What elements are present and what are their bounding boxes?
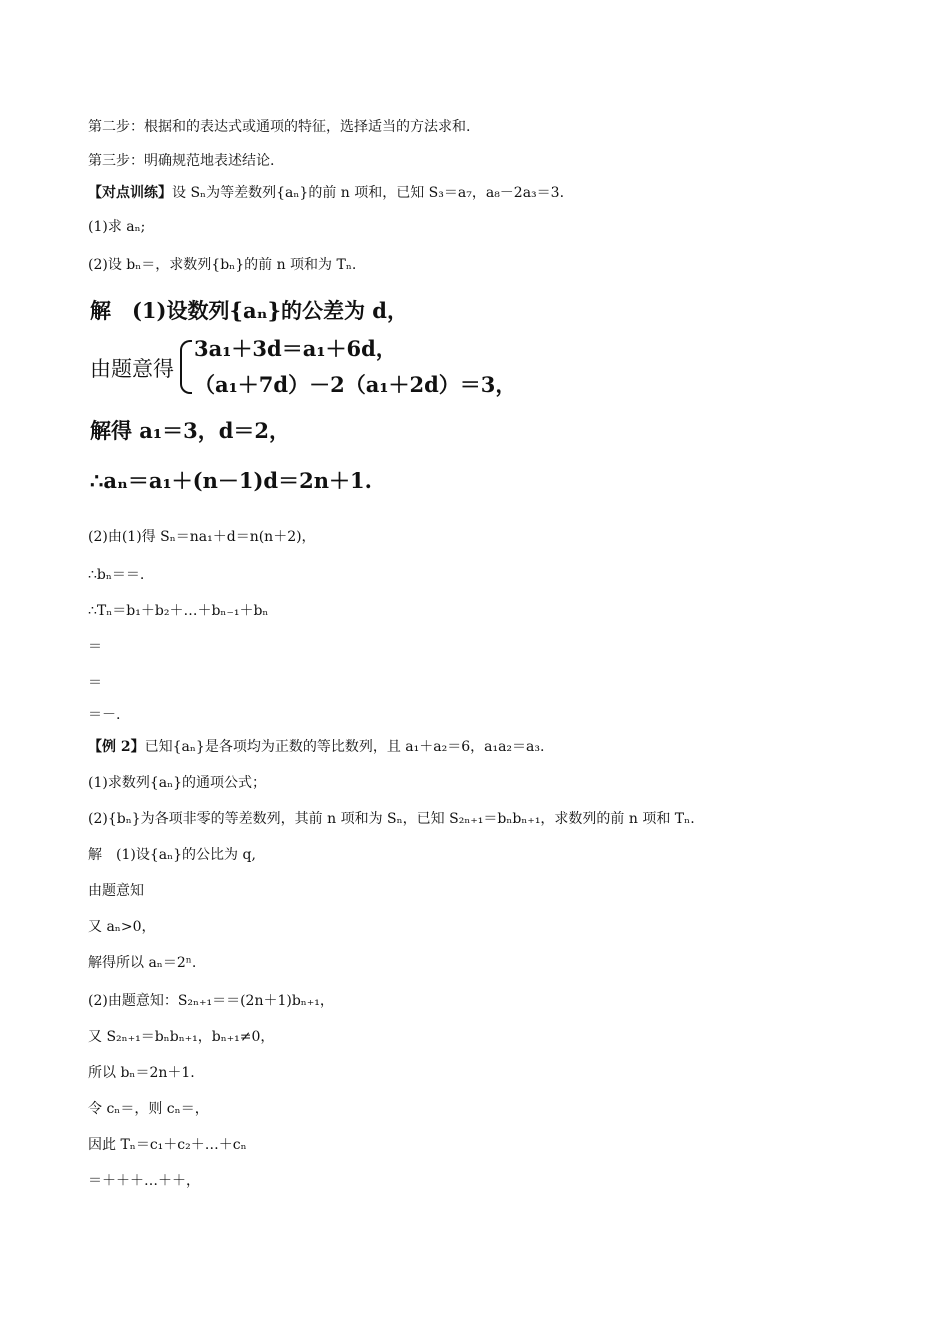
system-equation-2: （a₁＋7d）－2（a₁＋2d）＝3，	[194, 372, 517, 397]
part2-derivation: (2)由(1)得 Sₙ＝na₁＋d＝n(n＋2)，	[88, 529, 316, 545]
example-2	[88, 738, 544, 756]
tn-step-1: ＝	[88, 639, 102, 655]
tn-result: ＝－.	[88, 707, 121, 723]
solution-line-3: 解得 a₁＝3，d＝2，	[90, 418, 291, 443]
tn-step-2: ＝	[88, 675, 102, 691]
example-part-1: (1)求数列{aₙ}的通项公式；	[88, 775, 267, 791]
example-s2n1: 又 S₂ₙ₊₁＝bₙbₙ₊₁，bₙ₊₁≠0，	[88, 1029, 275, 1045]
practice-part-1: (1)求 aₙ;	[88, 219, 146, 235]
practice-problem	[88, 184, 564, 202]
example-condition: 又 aₙ>0，	[88, 919, 156, 935]
practice-tag: 【对点训练】	[88, 185, 172, 201]
solution-line-1: 解 (1)设数列{aₙ}的公差为 d，	[90, 298, 408, 323]
step-three-text: 第三步：明确规范地表述结论.	[88, 153, 275, 169]
practice-text: 设 Sₙ为等差数列{aₙ}的前 n 项和，已知 S₃＝a₇，a₈－2a₃＝3.	[172, 185, 565, 201]
example-solution-start: 解 (1)设{aₙ}的公比为 q,	[88, 847, 256, 863]
solution-line-2-label	[90, 356, 174, 382]
example-part2-start: (2)由题意知：S₂ₙ₊₁＝＝(2n＋1)bₙ₊₁，	[88, 993, 334, 1009]
step-two-text: 第二步：根据和的表达式或通项的特征，选择适当的方法求和.	[88, 119, 471, 135]
example-tn-expansion: ＝＋＋＋…＋＋，	[88, 1173, 200, 1189]
example-bn-result: 所以 bₙ＝2n＋1.	[88, 1065, 195, 1081]
example-part-2: (2){bₙ}为各项非零的等差数列，其前 n 项和为 Sₙ，已知 S₂ₙ₊₁＝bₙbₙ₊₁，求数列的前 n 项和 Tₙ.	[88, 811, 695, 827]
example-cn-def: 令 cₙ＝，则 cₙ＝，	[88, 1101, 209, 1117]
example-tn-sum: 因此 Tₙ＝c₁＋c₂＋…＋cₙ	[88, 1137, 247, 1153]
system-brace	[180, 340, 192, 394]
solution-line-4: ∴aₙ＝a₁＋(n－1)d＝2n＋1.	[90, 468, 372, 493]
bn-expression: ∴bₙ＝＝.	[88, 567, 145, 583]
example-given: 由题意知	[88, 883, 144, 899]
solution-system-label: 由题意得	[90, 357, 174, 381]
system-equation-1: 3a₁＋3d＝a₁＋6d，	[194, 336, 397, 361]
tn-sum: ∴Tₙ＝b₁＋b₂＋…＋bₙ₋₁＋bₙ	[88, 603, 269, 619]
example-an-result: 解得所以 aₙ＝2ⁿ.	[88, 955, 197, 971]
example-tag: 【例 2】	[88, 739, 145, 755]
example-text: 已知{aₙ}是各项均为正数的等比数列，且 a₁＋a₂＝6，a₁a₂＝a₃.	[144, 739, 545, 755]
practice-part-2: (2)设 bₙ＝，求数列{bₙ}的前 n 项和为 Tₙ.	[88, 257, 357, 273]
